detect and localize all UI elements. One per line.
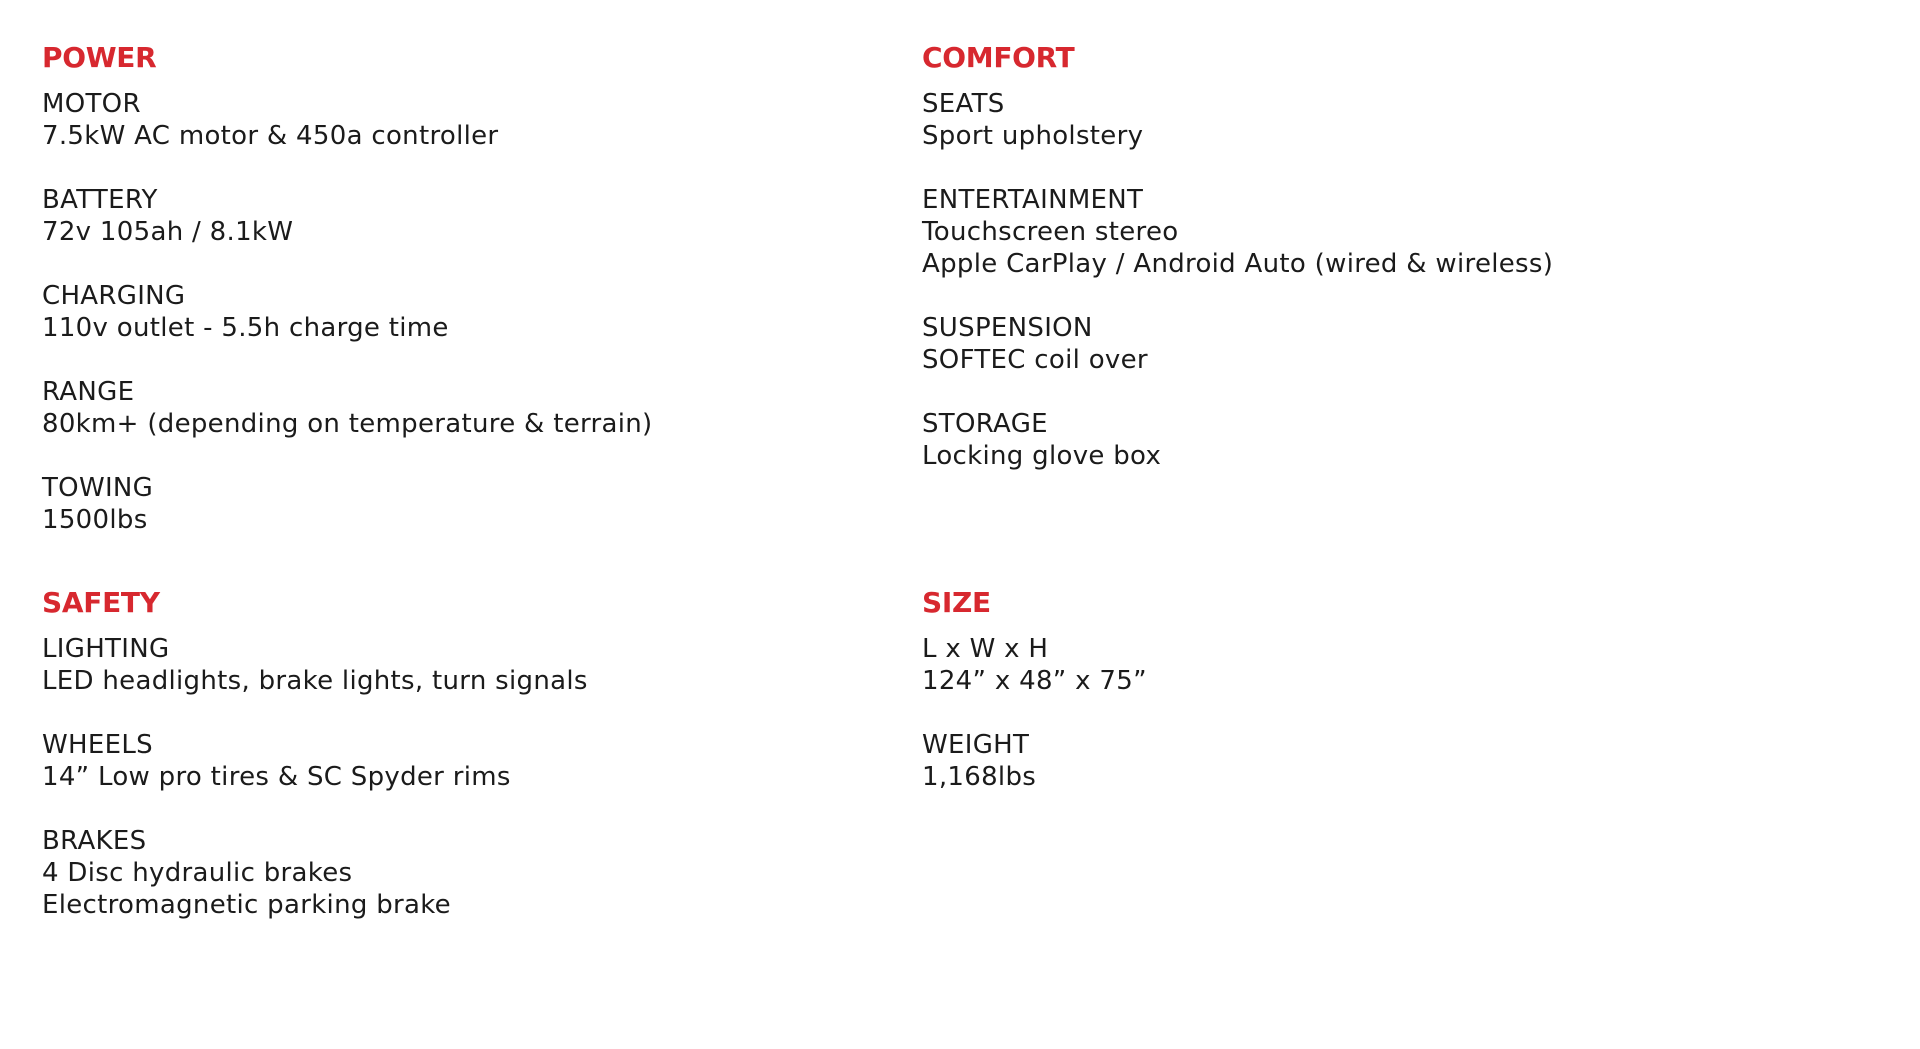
spec-label: LIGHTING	[42, 634, 170, 664]
spec-entertainment	[922, 184, 1762, 280]
power-title: POWER	[42, 41, 157, 74]
spec-label: WHEELS	[42, 730, 153, 760]
spec-wheels	[42, 729, 882, 793]
spec-value: Electromagnetic parking brake	[42, 890, 451, 920]
spec-brakes	[42, 825, 882, 921]
spec-seats	[922, 88, 1762, 152]
spec-label: RANGE	[42, 377, 135, 407]
spec-value: Apple CarPlay / Android Auto (wired & wireless)	[922, 249, 1554, 279]
spec-label: CHARGING	[42, 281, 186, 311]
spec-label: WEIGHT	[922, 730, 1030, 760]
safety-section	[42, 581, 882, 953]
spec-label: BRAKES	[42, 826, 147, 856]
spec-motor	[42, 88, 882, 152]
spec-label: ENTERTAINMENT	[922, 185, 1144, 215]
comfort-title: COMFORT	[922, 41, 1075, 74]
spec-value: 7.5kW AC motor & 450a controller	[42, 121, 499, 151]
spec-value: 110v outlet - 5.5h charge time	[42, 313, 449, 343]
spec-towing	[42, 472, 882, 536]
spec-label: BATTERY	[42, 185, 158, 215]
spec-label: MOTOR	[42, 89, 141, 119]
size-section	[922, 581, 1762, 825]
spec-value: 14” Low pro tires & SC Spyder rims	[42, 762, 511, 792]
spec-value: LED headlights, brake lights, turn signals	[42, 666, 588, 696]
spec-range	[42, 376, 882, 440]
spec-value: 1,168lbs	[922, 762, 1037, 792]
power-section	[42, 36, 882, 568]
safety-title: SAFETY	[42, 586, 160, 619]
spec-dimensions	[922, 633, 1762, 697]
spec-value: Locking glove box	[922, 441, 1162, 471]
spec-value: 4 Disc hydraulic brakes	[42, 858, 353, 888]
size-title: SIZE	[922, 586, 991, 619]
comfort-section	[922, 36, 1762, 504]
spec-value: Sport upholstery	[922, 121, 1144, 151]
spec-charging	[42, 280, 882, 344]
spec-value: 124” x 48” x 75”	[922, 666, 1147, 696]
spec-storage	[922, 408, 1762, 472]
spec-label: STORAGE	[922, 409, 1048, 439]
spec-battery	[42, 184, 882, 248]
spec-value: 72v 105ah / 8.1kW	[42, 217, 294, 247]
spec-value: 80km+ (depending on temperature & terrain)	[42, 409, 653, 439]
spec-suspension	[922, 312, 1762, 376]
spec-value: Touchscreen stereo	[922, 217, 1179, 247]
spec-weight	[922, 729, 1762, 793]
spec-label: L x W x H	[922, 634, 1049, 664]
spec-value: 1500lbs	[42, 505, 148, 535]
spec-label: TOWING	[42, 473, 154, 503]
spec-value: SOFTEC coil over	[922, 345, 1148, 375]
spec-label: SUSPENSION	[922, 313, 1093, 343]
spec-lighting	[42, 633, 882, 697]
spec-label: SEATS	[922, 89, 1005, 119]
